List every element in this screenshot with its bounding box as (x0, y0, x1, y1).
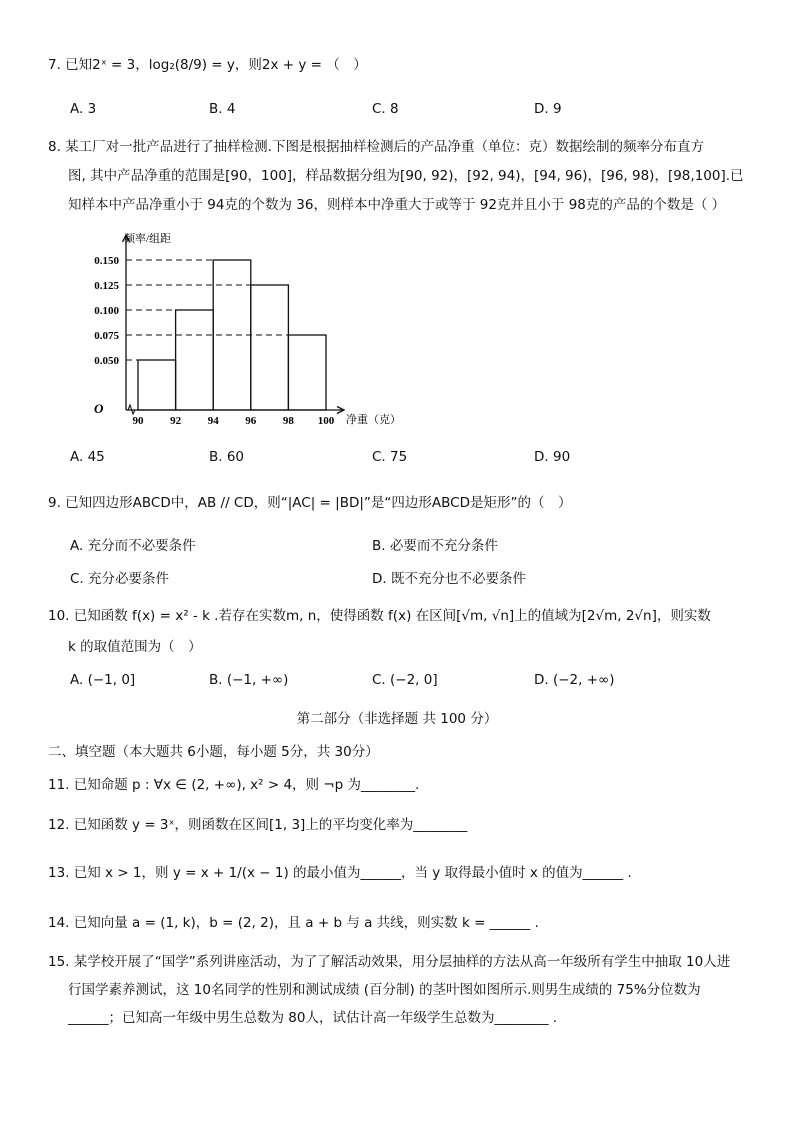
q10-line-1: 10. 已知函数 f(x) = x² - k .若存在实数m, n，使得函数 f(x) 在区间[√m, √n]上的值域为[2√m, 2√n]，则实数 (48, 608, 711, 624)
q8-line-3: 知样本中产品净重小于 94克的个数为 36，则样本中净重大于或等于 92克并且小于 98克的产品的个数是（ ） (68, 197, 726, 213)
q9-option-d[interactable]: D. 既不充分也不必要条件 (372, 571, 526, 587)
q10-option-c[interactable]: C. (−2, 0] (372, 672, 438, 688)
q10-option-a[interactable]: A. (−1, 0] (70, 672, 136, 688)
frequency-histogram (68, 225, 401, 440)
y-tick-label: 0.050 (94, 355, 119, 367)
q8-line-2: 图, 其中产品净重的范围是[90，100]，样品数据分组为[90, 92)，[92, 94)，[94, 96)，[96, 98)，[98,100].已 (68, 168, 744, 184)
x-tick-label: 98 (282, 415, 294, 427)
y-tick-label: 0.150 (94, 255, 119, 267)
q10-line-2: k 的取值范围为（ ） (68, 639, 202, 655)
q8-option-c[interactable]: C. 75 (372, 449, 408, 465)
x-tick-label: 96 (245, 415, 257, 427)
q8-line-1: 8. 某工厂对一批产品进行了抽样检测.下图是根据抽样检测后的产品净重（单位：克）数据绘制的频率分布直方 (48, 139, 704, 155)
q9-option-c[interactable]: C. 充分必要条件 (70, 571, 170, 587)
question-12: 12. 已知函数 y = 3ˣ，则函数在区间[1, 3]上的平均变化率为________ (48, 817, 468, 833)
question-9 (48, 490, 571, 517)
q8-option-a[interactable]: A. 45 (70, 449, 105, 465)
y-tick-label: 0.125 (94, 280, 119, 292)
y-tick-label: 0.100 (94, 305, 119, 317)
question-8 (48, 133, 744, 220)
q15-line-3: ______；已知高一年级中男生总数为 80人，试估计高一年级学生总数为________ . (68, 1010, 558, 1026)
x-tick-label: 100 (317, 415, 335, 427)
x-tick-label: 90 (132, 415, 144, 427)
histogram-bar (288, 335, 326, 410)
x-axis-label: 净重（克） (346, 414, 401, 426)
q15-line-1: 15. 某学校开展了“国学”系列讲座活动，为了了解活动效果，用分层抽样的方法从高一年级所有学生中抽取 10人进 (48, 954, 731, 970)
question-7 (48, 52, 367, 79)
histogram-bar (138, 360, 176, 410)
origin-label: O (94, 401, 104, 416)
section-2-title: 二、填空题（本大题共 6小题，每小题 5分，共 30分） (48, 744, 379, 760)
q8-option-b[interactable]: B. 60 (209, 449, 245, 465)
q7-text: 7. 已知2ˣ = 3，log₂(8/9) = y，则2x + y = （ ） (48, 57, 367, 73)
q9-option-b[interactable]: B. 必要而不充分条件 (372, 538, 498, 554)
q7-option-b[interactable]: B. 4 (209, 101, 236, 117)
q9-text: 9. 已知四边形ABCD中，AB // CD，则“|AC| = |BD|”是“四边形ABCD是矩形”的（ ） (48, 495, 572, 511)
x-tick-label: 94 (207, 415, 219, 427)
y-axis-label: 频率/组距 (124, 233, 172, 245)
histogram-bar (251, 285, 289, 410)
question-10 (48, 601, 711, 663)
q15-line-2: 行国学素养测试，这 10名同学的性别和测试成绩 (百分制) 的茎叶图如图所示.则男生成绩的 75%分位数为 (68, 982, 701, 998)
y-tick-label: 0.075 (94, 330, 119, 342)
histogram-bar (176, 310, 214, 410)
q7-option-c[interactable]: C. 8 (372, 101, 399, 117)
q10-option-b[interactable]: B. (−1, +∞) (209, 672, 289, 688)
q8-option-d[interactable]: D. 90 (534, 449, 571, 465)
q7-option-d[interactable]: D. 9 (534, 101, 562, 117)
part-2-title: 第二部分（非选择题 共 100 分） (296, 711, 498, 727)
x-tick-label: 92 (170, 415, 182, 427)
question-11: 11. 已知命题 p : ∀x ∈ (2, +∞), x² > 4，则 ¬p 为________. (48, 777, 420, 793)
q7-option-a[interactable]: A. 3 (70, 101, 97, 117)
q9-option-a[interactable]: A. 充分而不必要条件 (70, 538, 196, 554)
q10-option-d[interactable]: D. (−2, +∞) (534, 672, 615, 688)
question-15 (48, 948, 730, 1032)
question-13: 13. 已知 x > 1，则 y = x + 1/(x − 1) 的最小值为______，当 y 取得最小值时 x 的值为______ . (48, 865, 632, 881)
question-14: 14. 已知向量 a = (1, k)，b = (2, 2)，且 a + b 与 a 共线，则实数 k = ______ . (48, 915, 539, 931)
